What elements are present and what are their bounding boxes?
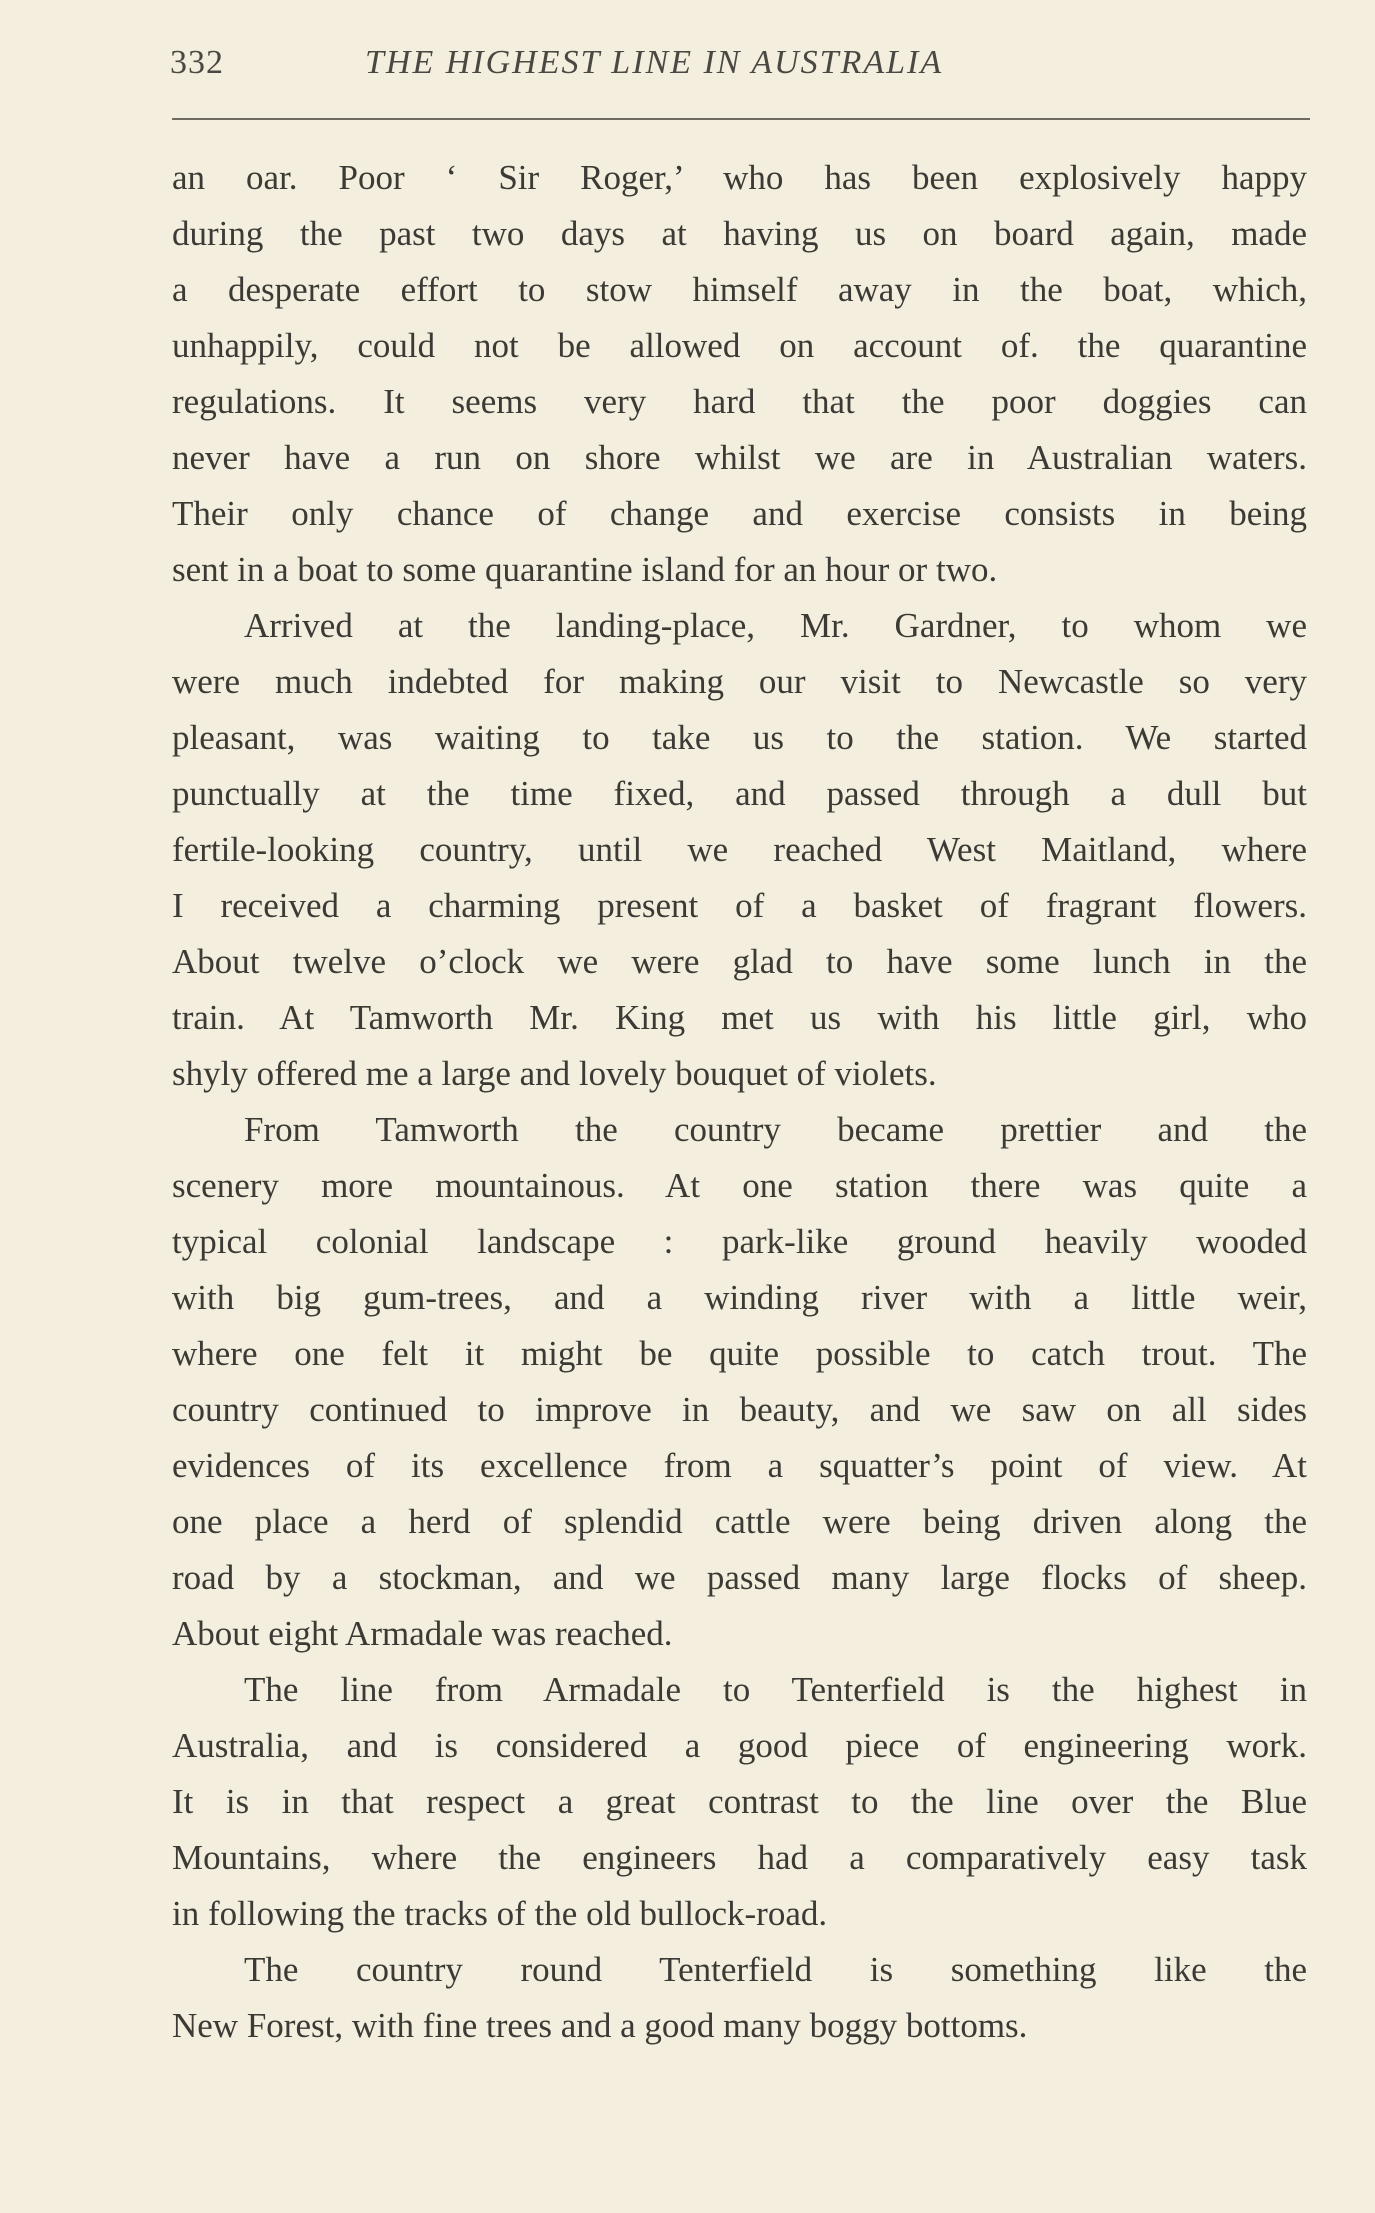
text-line: during the past two days at having us on board again, made <box>172 214 1307 253</box>
text-line: train. At Tamworth Mr. King met us with his little girl, who <box>172 998 1307 1037</box>
text-line: road by a stockman, and we passed many large flocks of sheep. <box>172 1558 1307 1597</box>
text-line: pleasant, was waiting to take us to the station. We started <box>172 718 1307 757</box>
text-line: The line from Armadale to Tenterfield is the highest in <box>244 1670 1307 1709</box>
text-line: one place a herd of splendid cattle were being driven along the <box>172 1502 1307 1541</box>
text-line: Australia, and is considered a good piece of engineering work. <box>172 1726 1307 1765</box>
text-line: were much indebted for making our visit to Newcastle so very <box>172 662 1307 701</box>
text-line: in following the tracks of the old bullock-road. <box>172 1894 828 1933</box>
text-line: Mountains, where the engineers had a comparatively easy task <box>172 1838 1307 1877</box>
text-line: The country round Tenterfield is something like the <box>244 1950 1307 1989</box>
text-line: Their only chance of change and exercise consists in being <box>172 494 1307 533</box>
text-line: Arrived at the landing-place, Mr. Gardner, to whom we <box>244 606 1307 645</box>
text-line: with big gum-trees, and a winding river with a little weir, <box>172 1278 1307 1317</box>
text-line: sent in a boat to some quarantine island for an hour or two. <box>172 550 998 589</box>
text-line: typical colonial landscape : park-like ground heavily wooded <box>172 1222 1307 1261</box>
text-line: an oar. Poor ‘ Sir Roger,’ who has been explosively happy <box>172 158 1307 197</box>
text-line: shyly offered me a large and lovely bouquet of violets. <box>172 1054 937 1093</box>
text-line: country continued to improve in beauty, and we saw on all sides <box>172 1390 1307 1429</box>
text-line: evidences of its excellence from a squatter’s point of view. At <box>172 1446 1307 1485</box>
text-line: unhappily, could not be allowed on account of. the quarantine <box>172 326 1307 365</box>
text-line: regulations. It seems very hard that the poor doggies can <box>172 382 1307 421</box>
running-title: THE HIGHEST LINE IN AUSTRALIA <box>365 44 944 81</box>
text-line: never have a run on shore whilst we are in Australian waters. <box>172 438 1307 477</box>
text-line: fertile-looking country, until we reached West Maitland, where <box>172 830 1307 869</box>
text-line: a desperate effort to stow himself away in the boat, which, <box>172 270 1307 309</box>
page-number: 332 <box>170 44 224 81</box>
text-line: From Tamworth the country became prettier and the <box>244 1110 1307 1149</box>
body-text <box>172 150 1307 2054</box>
text-line: New Forest, with fine trees and a good many boggy bottoms. <box>172 2006 1028 2045</box>
text-line: It is in that respect a great contrast to the line over the Blue <box>172 1782 1307 1821</box>
text-line: where one felt it might be quite possible to catch trout. The <box>172 1334 1307 1373</box>
header-rule <box>172 118 1310 120</box>
text-line: I received a charming present of a basket of fragrant flowers. <box>172 886 1307 925</box>
running-head <box>170 44 1310 94</box>
text-line: About eight Armadale was reached. <box>172 1614 673 1653</box>
text-line: scenery more mountainous. At one station there was quite a <box>172 1166 1307 1205</box>
text-line: About twelve o’clock we were glad to have some lunch in the <box>172 942 1307 981</box>
text-line: punctually at the time fixed, and passed through a dull but <box>172 774 1307 813</box>
